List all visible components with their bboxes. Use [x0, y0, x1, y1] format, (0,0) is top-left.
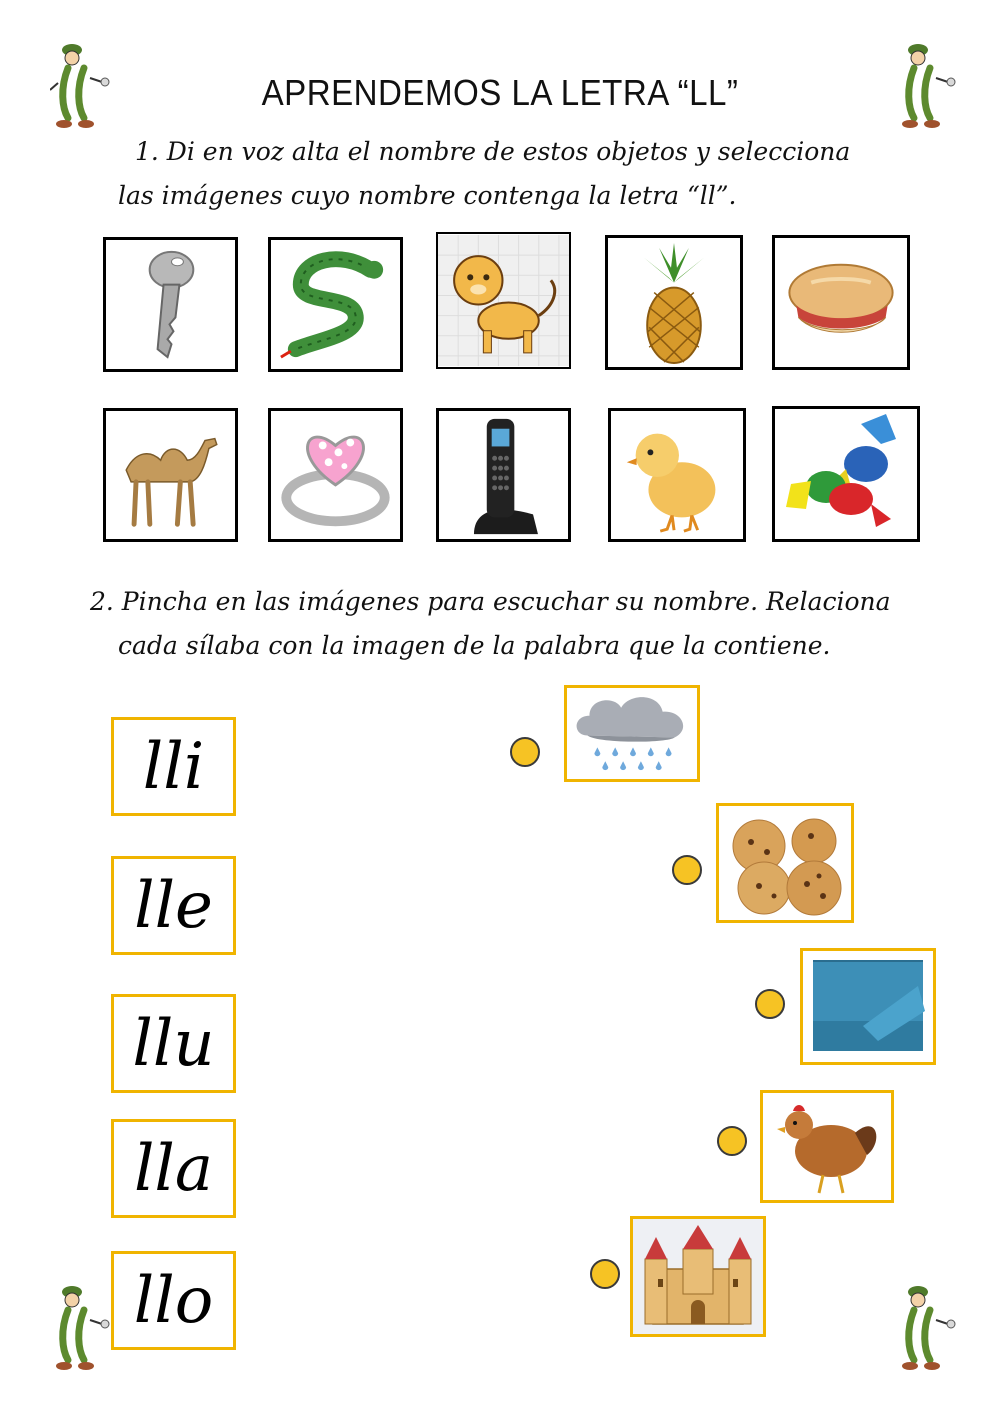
option-ring[interactable] — [268, 408, 403, 542]
option-candies[interactable] — [772, 406, 920, 542]
picture-cookies[interactable] — [716, 803, 854, 923]
picture-towel[interactable] — [800, 948, 936, 1065]
pineapple-icon — [608, 238, 740, 367]
picture-castle[interactable] — [630, 1216, 766, 1337]
telephone-icon — [439, 411, 568, 539]
option-chick[interactable] — [608, 408, 746, 542]
snake-icon — [271, 240, 400, 369]
lion-cub-icon — [438, 234, 569, 367]
hen-icon — [763, 1093, 891, 1200]
syllable-lli[interactable]: lli — [111, 717, 236, 816]
sandwich-icon — [775, 238, 907, 367]
option-snake[interactable] — [268, 237, 403, 372]
syllable-llu[interactable]: llu — [111, 994, 236, 1093]
connector-dot-cookies[interactable] — [672, 855, 702, 885]
chick-icon — [611, 411, 743, 539]
camel-icon — [106, 411, 235, 539]
towel-icon — [803, 951, 933, 1062]
ll-mascot-icon — [896, 1280, 966, 1375]
option-lion[interactable] — [436, 232, 571, 369]
connector-dot-castle[interactable] — [590, 1259, 620, 1289]
picture-rain[interactable] — [564, 685, 700, 782]
syllable-lle[interactable]: lle — [111, 856, 236, 955]
connector-dot-towel[interactable] — [755, 989, 785, 1019]
castle-icon — [633, 1219, 763, 1334]
mascot-bottom-right — [896, 1280, 966, 1379]
connector-dot-hen[interactable] — [717, 1126, 747, 1156]
option-pineapple[interactable] — [605, 235, 743, 370]
option-key[interactable] — [103, 237, 238, 372]
page-title: APRENDEMOS LA LETRA “LL” — [261, 72, 739, 113]
cookies-icon — [719, 806, 851, 920]
option-sandwich[interactable] — [772, 235, 910, 370]
syllable-llo[interactable]: llo — [111, 1251, 236, 1350]
ll-mascot-icon — [50, 1280, 120, 1375]
exercise1-instruction-line1: 1. Di en voz alta el nombre de estos objetos y selecciona — [135, 137, 851, 166]
picture-hen[interactable] — [760, 1090, 894, 1203]
syllable-lla[interactable]: lla — [111, 1119, 236, 1218]
exercise2-instruction-line1: 2. Pincha en las imágenes para escuchar su nombre. Relaciona — [90, 587, 891, 616]
candies-icon — [775, 409, 917, 539]
option-camel[interactable] — [103, 408, 238, 542]
option-telephone[interactable] — [436, 408, 571, 542]
rain-cloud-icon — [567, 688, 697, 779]
exercise1-instruction-line2: las imágenes cuyo nombre contenga la letra “ll”. — [118, 181, 737, 210]
mascot-bottom-left — [50, 1280, 120, 1379]
exercise2-instruction-line2: cada sílaba con la imagen de la palabra que la contiene. — [118, 631, 831, 660]
ring-icon — [271, 411, 400, 539]
connector-dot-rain[interactable] — [510, 737, 540, 767]
key-icon — [106, 240, 235, 369]
